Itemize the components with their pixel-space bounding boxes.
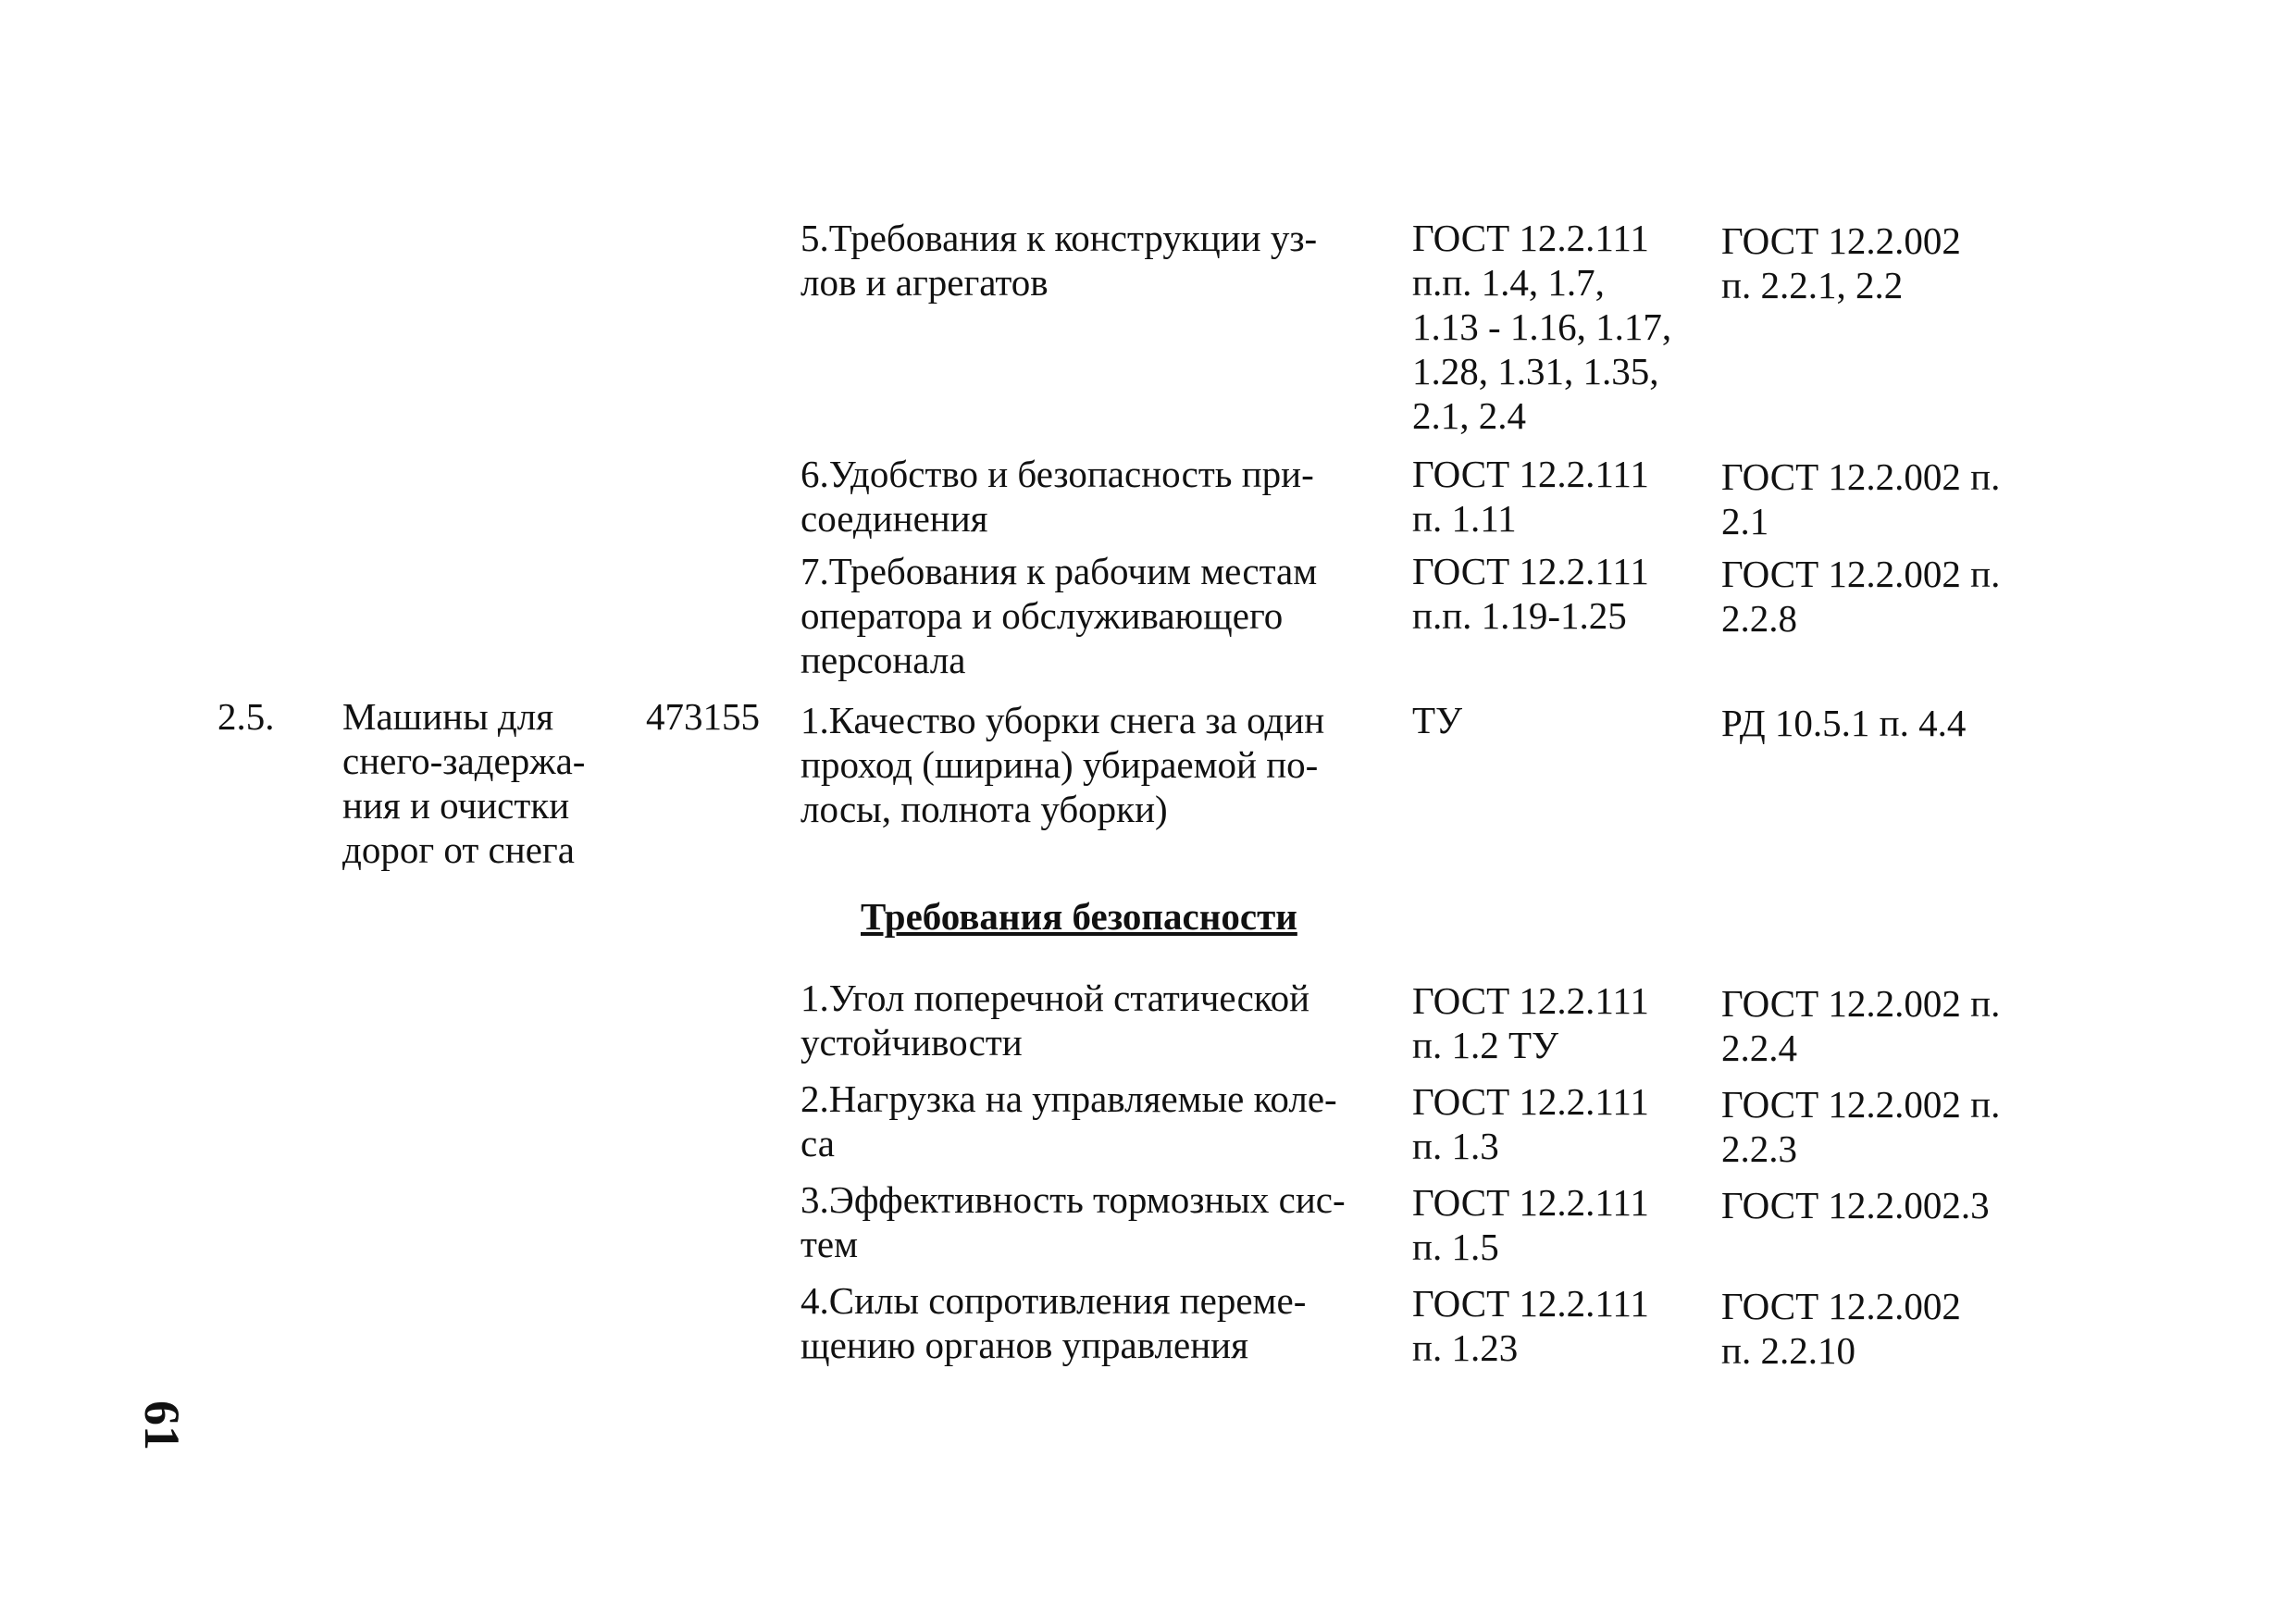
safety-requirement-1-ref-gost-002: ГОСТ 12.2.002 п. 2.2.4 bbox=[1721, 982, 2001, 1069]
safety-requirement-4-ref-gost-111: ГОСТ 12.2.111 п. 1.23 bbox=[1412, 1282, 1649, 1369]
requirement-7-ref-gost-111: ГОСТ 12.2.111 п.п. 1.19-1.25 bbox=[1412, 550, 1649, 637]
safety-requirement-4-text: 4.Силы сопротивления переме- щению органов управления bbox=[800, 1279, 1307, 1366]
page-number: 61 bbox=[134, 1400, 190, 1450]
requirement-6-text: 6.Удобство и безопасность при- соединения bbox=[800, 453, 1314, 540]
safety-requirement-2-ref-gost-002: ГОСТ 12.2.002 п. 2.2.3 bbox=[1721, 1083, 2001, 1170]
safety-requirement-1-ref-gost-111: ГОСТ 12.2.111 п. 1.2 ТУ bbox=[1412, 979, 1649, 1066]
requirement-5-text: 5.Требования к конструкции уз- лов и агрегатов bbox=[800, 217, 1318, 304]
item-code: 473155 bbox=[646, 695, 760, 738]
safety-requirement-3-ref-gost-002: ГОСТ 12.2.002.3 bbox=[1721, 1184, 1990, 1226]
requirement-6-ref-gost-002: ГОСТ 12.2.002 п. 2.1 bbox=[1721, 455, 2001, 542]
quality-requirement-1-ref-tu: ТУ bbox=[1412, 699, 1463, 741]
requirement-6-ref-gost-111: ГОСТ 12.2.111 п. 1.11 bbox=[1412, 453, 1649, 540]
safety-requirement-4-ref-gost-002: ГОСТ 12.2.002 п. 2.2.10 bbox=[1721, 1285, 1961, 1372]
safety-requirement-2-ref-gost-111: ГОСТ 12.2.111 п. 1.3 bbox=[1412, 1080, 1649, 1167]
requirement-7-text: 7.Требования к рабочим местам оператора и обслуживающего персонала bbox=[800, 550, 1318, 681]
safety-requirement-3-text: 3.Эффективность тормозных сис- тем bbox=[800, 1178, 1346, 1265]
item-name: Машины для снего-задержа- ния и очистки дорог от снега bbox=[342, 695, 586, 871]
requirement-7-ref-gost-002: ГОСТ 12.2.002 п. 2.2.8 bbox=[1721, 553, 2001, 640]
quality-requirement-1-ref-rd: РД 10.5.1 п. 4.4 bbox=[1721, 702, 1967, 744]
safety-requirement-3-ref-gost-111: ГОСТ 12.2.111 п. 1.5 bbox=[1412, 1181, 1649, 1268]
safety-requirement-2-text: 2.Нагрузка на управляемые коле- са bbox=[800, 1077, 1337, 1164]
safety-requirement-1-text: 1.Угол поперечной статической устойчивости bbox=[800, 977, 1310, 1064]
requirement-5-ref-gost-111: ГОСТ 12.2.111 п.п. 1.4, 1.7, 1.13 - 1.16, 1.17, 1.28, 1.31, 1.35, 2.1, 2.4 bbox=[1412, 217, 1672, 437]
requirement-5-ref-gost-002: ГОСТ 12.2.002 п. 2.2.1, 2.2 bbox=[1721, 219, 1961, 306]
section-heading: Требования безопасности bbox=[861, 895, 1297, 938]
item-number: 2.5. bbox=[217, 695, 275, 738]
quality-requirement-1-text: 1.Качество уборки снега за один проход (ширина) убираемой по- лосы, полнота уборки) bbox=[800, 699, 1325, 830]
